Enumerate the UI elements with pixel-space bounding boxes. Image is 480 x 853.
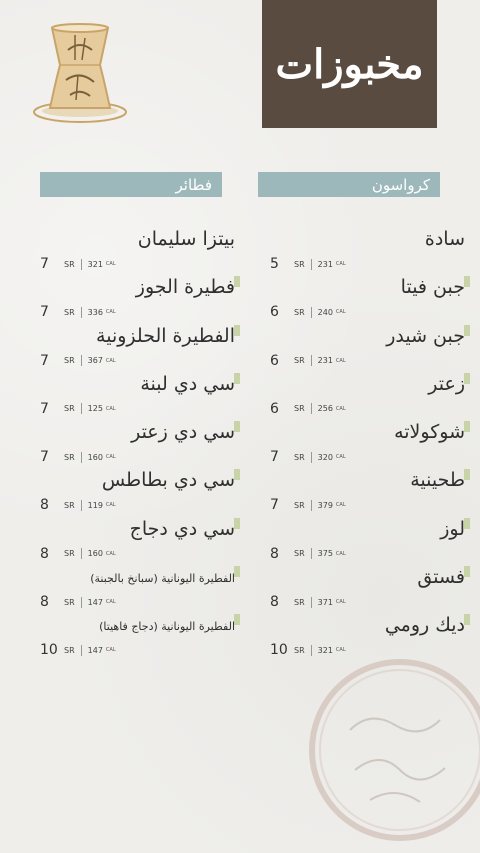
price-row <box>270 497 465 513</box>
item-name: ديك رومي <box>384 614 465 637</box>
currency: SR <box>64 404 75 414</box>
cal-unit: CAL <box>105 550 116 557</box>
item-price: 7 <box>270 449 279 466</box>
cal-unit: CAL <box>105 405 116 412</box>
item-name: سي دي زعتر <box>131 421 235 444</box>
pies-list <box>40 226 235 661</box>
currency: SR <box>64 259 75 269</box>
cal-unit: CAL <box>335 405 346 412</box>
page-title: مخبوزات <box>275 40 424 88</box>
price-row <box>270 304 465 320</box>
currency: SR <box>294 307 305 317</box>
item-price: 6 <box>270 352 279 369</box>
item-name: لوز <box>440 517 465 540</box>
item-price: 7 <box>40 352 49 369</box>
menu-item <box>40 564 235 612</box>
cal-unit: CAL <box>105 261 116 267</box>
item-name: طحينية <box>410 469 465 492</box>
price-row <box>40 256 235 272</box>
menu-item <box>40 419 235 467</box>
item-calories: 379 <box>317 500 333 510</box>
item-price: 7 <box>40 400 49 417</box>
currency: SR <box>294 356 305 366</box>
menu-item <box>40 371 235 419</box>
tea-glass-logo <box>30 20 130 130</box>
item-price: 7 <box>40 449 49 466</box>
cal-unit: CAL <box>335 599 346 606</box>
cal-unit: CAL <box>105 357 116 364</box>
cal-unit: CAL <box>335 550 346 557</box>
menu-item <box>40 323 235 371</box>
item-name: الفطيرة اليونانية (سبانخ بالجبنة) <box>90 572 235 586</box>
menu-item <box>270 516 465 564</box>
currency: SR <box>64 307 75 317</box>
item-name: زعتر <box>428 372 465 395</box>
item-price: 10 <box>270 642 288 659</box>
price-row <box>40 594 235 610</box>
section-title-croissant: كرواسون <box>371 175 430 194</box>
divider <box>81 597 82 608</box>
item-price: 7 <box>40 304 49 321</box>
divider <box>311 597 312 608</box>
divider <box>81 355 82 366</box>
menu-item <box>40 467 235 515</box>
item-name: فستق <box>417 566 465 589</box>
item-calories: 125 <box>87 404 103 414</box>
menu-item <box>40 612 235 660</box>
item-price: 6 <box>270 400 279 417</box>
item-price: 8 <box>270 545 279 562</box>
currency: SR <box>64 549 75 559</box>
divider <box>311 548 312 559</box>
cal-unit: CAL <box>105 647 116 654</box>
price-row <box>270 401 465 417</box>
menu-item <box>40 516 235 564</box>
menu-item <box>270 564 465 612</box>
currency: SR <box>64 645 75 655</box>
divider <box>81 548 82 559</box>
item-calories: 256 <box>317 404 333 414</box>
item-name: سي دي دجاج <box>129 517 235 540</box>
price-row <box>40 401 235 417</box>
item-name: الفطيرة الحلزونية <box>96 324 235 347</box>
menu-item <box>40 274 235 322</box>
divider <box>81 307 82 318</box>
divider <box>81 645 82 656</box>
item-price: 7 <box>270 497 279 514</box>
currency: SR <box>294 549 305 559</box>
price-row <box>40 353 235 369</box>
item-calories: 160 <box>87 549 103 559</box>
divider <box>311 452 312 463</box>
item-calories: 320 <box>317 452 333 462</box>
cal-unit: CAL <box>105 502 116 509</box>
currency: SR <box>294 597 305 607</box>
divider <box>311 307 312 318</box>
divider <box>311 500 312 511</box>
cal-unit: CAL <box>105 454 116 461</box>
croissant-list <box>270 226 465 661</box>
item-calories: 147 <box>87 597 103 607</box>
divider <box>81 259 82 270</box>
item-name: بيتزا سليمان <box>137 228 235 250</box>
currency: SR <box>64 356 75 366</box>
item-price: 10 <box>40 642 58 659</box>
menu-item <box>270 226 465 274</box>
menu-item <box>270 323 465 371</box>
item-name: شوكولاته <box>394 421 465 444</box>
header-title-box <box>262 0 437 128</box>
divider <box>81 403 82 414</box>
item-name: جبن فيتا <box>400 276 465 299</box>
divider <box>311 259 312 270</box>
currency: SR <box>64 597 75 607</box>
menu-item <box>270 419 465 467</box>
price-row <box>270 594 465 610</box>
item-price: 8 <box>40 497 49 514</box>
item-name: فطيرة الجوز <box>135 276 235 299</box>
item-price: 6 <box>270 304 279 321</box>
divider <box>81 500 82 511</box>
item-name: سادة <box>424 228 465 250</box>
section-title-pies: فطائر <box>175 175 212 194</box>
item-calories: 375 <box>317 549 333 559</box>
menu-item <box>40 226 235 274</box>
item-price: 8 <box>270 594 279 611</box>
cal-unit: CAL <box>335 647 346 654</box>
price-row <box>270 256 465 272</box>
section-bar-pies <box>40 172 222 197</box>
item-calories: 371 <box>317 597 333 607</box>
currency: SR <box>294 452 305 462</box>
divider <box>81 452 82 463</box>
price-row <box>40 449 235 465</box>
price-row <box>270 449 465 465</box>
currency: SR <box>294 500 305 510</box>
currency: SR <box>64 452 75 462</box>
menu-item <box>270 371 465 419</box>
item-name: جبن شيدر <box>386 324 465 347</box>
price-row <box>40 304 235 320</box>
item-calories: 231 <box>317 259 333 269</box>
item-price: 7 <box>40 256 49 272</box>
price-row <box>270 546 465 562</box>
item-calories: 160 <box>87 452 103 462</box>
item-calories: 147 <box>87 645 103 655</box>
coffee-ring-watermark <box>300 640 480 853</box>
item-calories: 367 <box>87 356 103 366</box>
item-name: سي دي بطاطس <box>101 469 235 492</box>
cal-unit: CAL <box>335 309 346 316</box>
menu-item <box>270 274 465 322</box>
item-calories: 240 <box>317 307 333 317</box>
item-name: سي دي لبنة <box>140 372 235 395</box>
cal-unit: CAL <box>335 261 346 267</box>
currency: SR <box>64 500 75 510</box>
cal-unit: CAL <box>335 454 346 461</box>
price-row <box>40 497 235 513</box>
item-price: 5 <box>270 256 279 272</box>
cal-unit: CAL <box>335 502 346 509</box>
item-calories: 119 <box>87 500 103 510</box>
item-price: 8 <box>40 545 49 562</box>
price-row <box>270 353 465 369</box>
currency: SR <box>294 404 305 414</box>
menu-item <box>270 467 465 515</box>
cal-unit: CAL <box>105 309 116 316</box>
item-calories: 336 <box>87 307 103 317</box>
cal-unit: CAL <box>335 357 346 364</box>
item-price: 8 <box>40 594 49 611</box>
currency: SR <box>294 259 305 269</box>
divider <box>311 355 312 366</box>
section-bar-croissant <box>258 172 440 197</box>
price-row <box>40 642 235 658</box>
item-calories: 321 <box>317 645 333 655</box>
price-row <box>40 546 235 562</box>
item-calories: 231 <box>317 356 333 366</box>
item-calories: 321 <box>87 259 103 269</box>
cal-unit: CAL <box>105 599 116 606</box>
divider <box>311 403 312 414</box>
currency: SR <box>294 645 305 655</box>
item-name: الفطيرة اليونانية (دجاج فاهيتا) <box>99 620 235 634</box>
